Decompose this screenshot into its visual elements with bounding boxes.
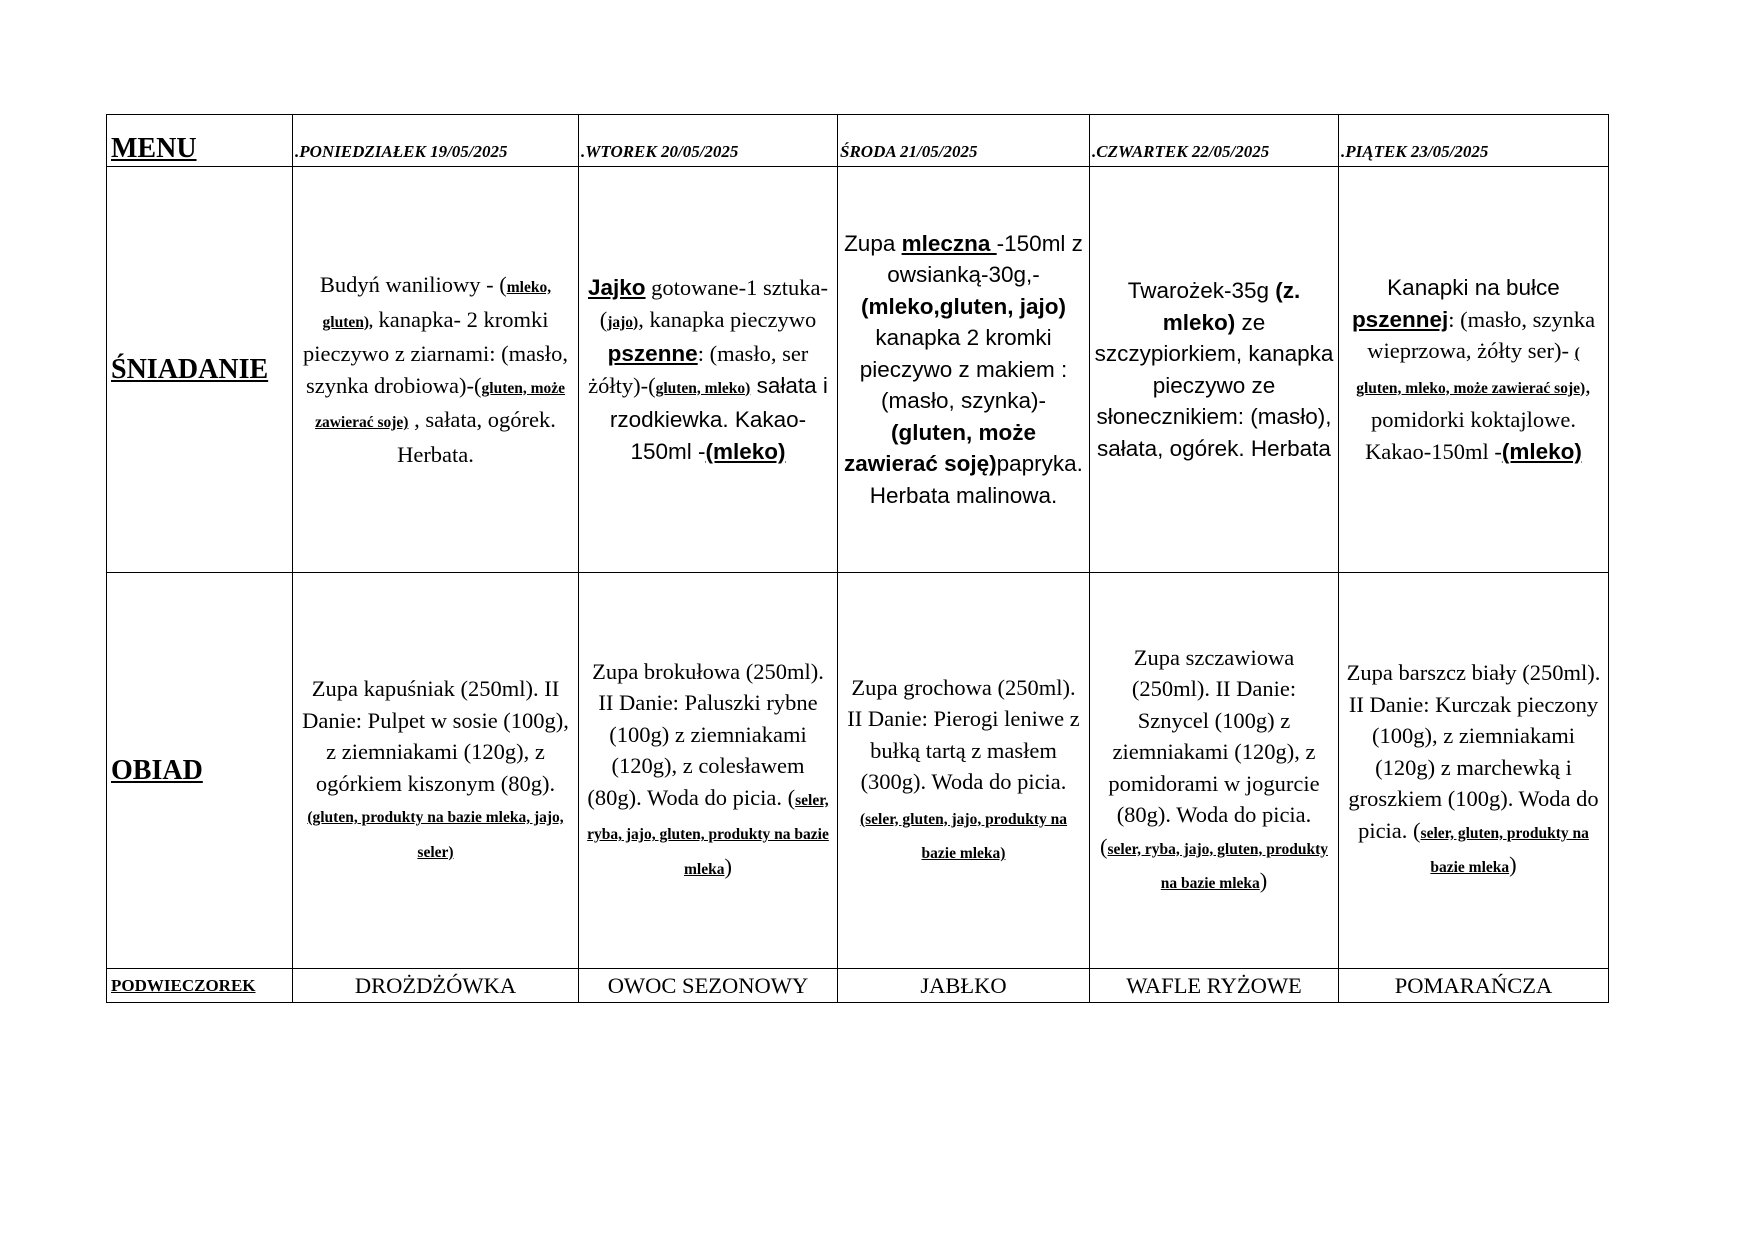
allergens: seler, gluten, produkty na bazie mleka (1420, 824, 1589, 877)
breakfast-tuesday (579, 167, 838, 573)
text: : (masło, szynka wieprzowa, żółty ser)- (1367, 306, 1596, 363)
text: , sałata, ogórek. Herbata. (397, 407, 556, 467)
text: papryka. Herbata malinowa. (869, 451, 1083, 508)
lunch-tuesday (579, 573, 838, 969)
text: Zupa kapuśniak (250ml). II Danie: Pulpet w sosie (100g), z ziemniakami (120g), z ogórkiem kiszonym (80g). (302, 676, 569, 796)
day-header-tuesday: .WTOREK 20/05/2025 (579, 115, 838, 167)
text: kanapka 2 kromki pieczywo z makiem :(masło, szynka)- (859, 325, 1068, 414)
lunch-monday (293, 573, 579, 969)
snack-wednesday: JABŁKO (838, 969, 1090, 1003)
snack-monday: DROŻDŻÓWKA (293, 969, 579, 1003)
text: Zupa szczawiowa (250ml). II Danie: Sznycel (100g) z ziemniakami (120g), z pomidorami w jogurcie (80g). Woda do picia. ( (1100, 644, 1320, 859)
text: gotowane-1 sztuka- ( (599, 275, 828, 332)
text: kanapka- 2 kromki pieczywo z ziarnami: (masło, szynka drobiowa)-( (303, 306, 568, 398)
snack-label: PODWIECZOREK (107, 969, 293, 1003)
text: Zupa brokułowa (250ml). II Danie: Paluszki rybne (100g) z ziemniakami (120g), z colesławem (80g). Woda do picia. ( (587, 658, 824, 810)
text: Zupa (844, 230, 902, 256)
text: ) (1259, 868, 1268, 893)
snack-row (107, 969, 1609, 1003)
allergens: (gluten, produkty na bazie mleka, jajo, seler) (307, 809, 564, 861)
allergens: mleko, gluten), (322, 279, 552, 331)
highlight: mleczna (901, 230, 997, 256)
text: Zupa grochowa (250ml). II Danie: Pierogi leniwe z bułką tartą z masłem (300g). Woda do picia. (847, 674, 1080, 794)
text: Zupa barszcz biały (250ml). II Danie: Kurczak pieczony (100g), z ziemniakami (120g) z marchewką i groszkiem (100g). Woda do picia. ( (1346, 660, 1601, 843)
lunch-row (107, 573, 1609, 969)
allergens: (seler, gluten, jajo, produkty na bazie mleka) (859, 810, 1068, 862)
allergens: seler, ryba, jajo, gluten, produkty na bazie mleka (587, 791, 829, 878)
text: Kanapki na bułce (1387, 275, 1560, 300)
allergens: ( gluten, mleko, może zawierać soje) (1356, 345, 1586, 397)
allergens: jajo) (607, 313, 639, 331)
text: : (masło, ser żółty)-( (588, 341, 809, 398)
text: , kanapka pieczywo (638, 306, 817, 332)
day-header-monday: .PONIEDZIAŁEK 19/05/2025 (293, 115, 579, 167)
allergens: gluten, mleko) (655, 379, 751, 397)
day-header-thursday: .CZWARTEK 22/05/2025 (1090, 115, 1339, 167)
text: sałata i rzodkiewka. Kakao-150ml - (609, 372, 828, 464)
highlight: (mleko,gluten, jajo) (860, 293, 1067, 319)
text: ) (1509, 852, 1517, 878)
allergens: gluten, może zawierać soje) (315, 379, 566, 431)
text: ) (724, 853, 732, 879)
lunch-thursday (1090, 573, 1339, 969)
highlight: pszenne (607, 341, 698, 366)
menu-title: MENU (107, 115, 293, 167)
day-header-friday: .PIĄTEK 23/05/2025 (1339, 115, 1609, 167)
text: , pomidorki koktajlowe. Kakao-150ml - (1365, 372, 1591, 464)
breakfast-wednesday (838, 167, 1090, 573)
text: -150ml z owsianką-30g,- (887, 230, 1083, 288)
lunch-friday (1339, 573, 1609, 969)
highlight: (mleko) (705, 438, 786, 464)
text: Budyń waniliowy - ( (319, 272, 507, 297)
breakfast-label: ŚNIADANIE (107, 167, 293, 573)
snack-tuesday: OWOC SEZONOWY (579, 969, 838, 1003)
weekly-menu-table (106, 114, 1609, 1003)
highlight: (mleko) (1501, 438, 1582, 464)
text: ze szczypiorkiem, kanapka pieczywo ze słonecznikiem: (masło), sałata, ogórek. Herbata (1094, 309, 1334, 461)
snack-friday: POMARAŃCZA (1339, 969, 1609, 1003)
highlight: pszennej (1351, 306, 1449, 332)
highlight: (z. mleko) (1162, 278, 1301, 335)
header-row (107, 115, 1609, 167)
day-header-wednesday: ŚRODA 21/05/2025 (838, 115, 1090, 167)
breakfast-friday (1339, 167, 1609, 573)
lunch-label: OBIAD (107, 573, 293, 969)
text: Twarożek-35g (1127, 278, 1276, 303)
breakfast-row (107, 167, 1609, 573)
highlight: (gluten, może zawierać soję) (844, 419, 1036, 477)
snack-thursday: WAFLE RYŻOWE (1090, 969, 1339, 1003)
allergens: seler, ryba, jajo, gluten, produkty na bazie mleka (1107, 840, 1328, 892)
lunch-wednesday (838, 573, 1090, 969)
highlight: Jajko (588, 275, 646, 300)
breakfast-thursday (1090, 167, 1339, 573)
breakfast-monday (293, 167, 579, 573)
